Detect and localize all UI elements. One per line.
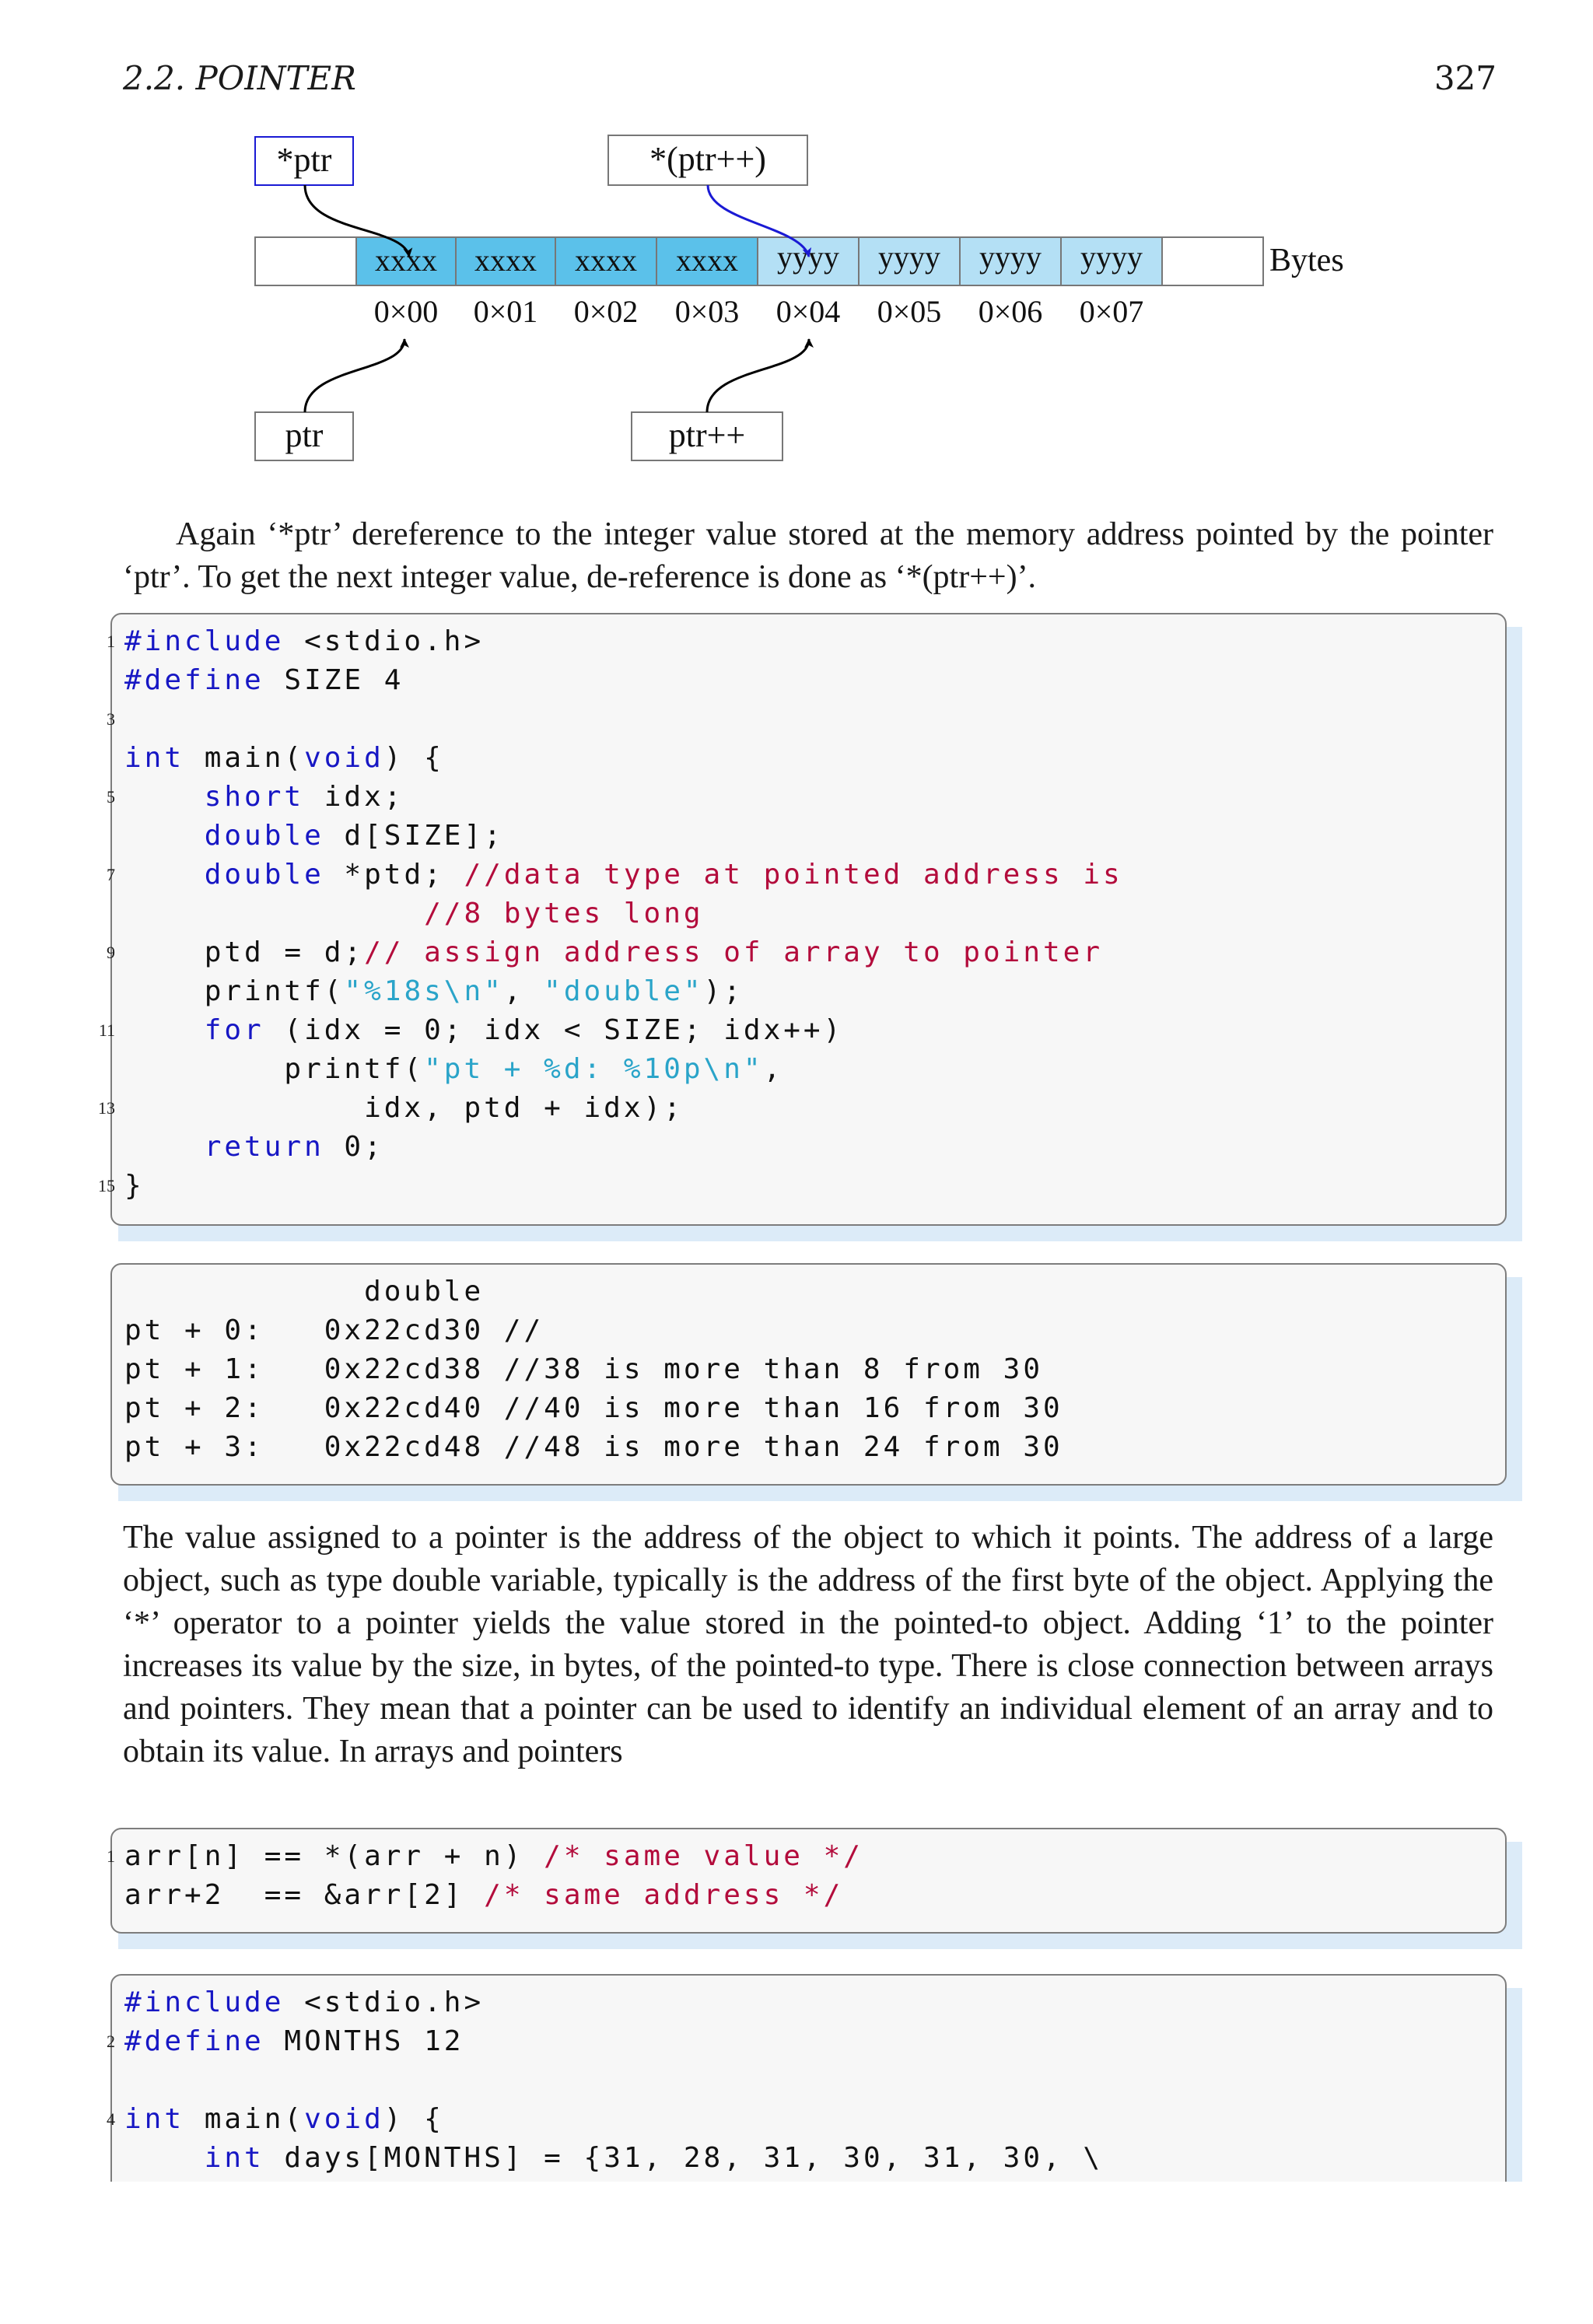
code-lines (98, 622, 1507, 1206)
code-keyword: return (204, 1131, 324, 1163)
code-line (124, 1128, 1507, 1167)
code-text: SIZE 4 (264, 664, 404, 696)
paragraph-1: Again ‘*ptr’ dereference to the integer value stored at the memory address pointed by the pointer ‘ptr’. To get the next integer value, de-reference is done as ‘*(ptr++)’. (123, 516, 1493, 595)
arrow-pointer-2 (707, 339, 809, 412)
line-number: 2 (107, 2032, 115, 2051)
line-number: 13 (98, 1098, 115, 1118)
code-text: idx; (304, 781, 404, 813)
line-number: 1 (107, 632, 115, 651)
byte-cell-empty-left (255, 237, 356, 285)
code-line (107, 856, 1507, 894)
page-number: 327 (1434, 59, 1497, 97)
code-text: d[SIZE]; (324, 820, 504, 852)
code-text: ); (703, 975, 744, 1007)
code-text: MONTHS 12 (264, 2025, 464, 2057)
code-line (124, 1050, 1507, 1089)
cell-text-7: yyyy (1080, 240, 1143, 275)
code-line (124, 661, 1507, 700)
code-text: arr[n] == *(arr + n) (124, 1840, 544, 1872)
code-line (98, 1167, 1507, 1206)
code-keyword: void (304, 2103, 384, 2135)
pointer-label-2: ptr++ (668, 416, 746, 454)
code-text: main( (184, 2103, 305, 2135)
code-text: arr+2 == &arr[2] (124, 1879, 485, 1911)
line-number: 1 (107, 1846, 115, 1866)
code-text: ptd = d; (124, 936, 365, 968)
cell-text-0: xxxx (375, 243, 437, 278)
code-comment: /* same value */ (544, 1840, 863, 1872)
code-lines (107, 1983, 1507, 2178)
code-text: , (763, 1053, 784, 1085)
code-line (124, 2139, 1507, 2178)
code-keyword: int (124, 2103, 185, 2135)
code-listing-1 (98, 613, 1507, 1226)
code-text (124, 898, 424, 929)
output-line: pt + 1: 0x22cd38 //38 is more than 8 from 30 (124, 1353, 1043, 1385)
code-text (124, 859, 205, 891)
code-text: idx, ptd + idx); (124, 1092, 684, 1124)
code-text (124, 1014, 205, 1046)
code-keyword: short (204, 781, 305, 813)
line-number: 5 (107, 787, 115, 807)
line-number: 15 (98, 1176, 115, 1195)
code-line (107, 1837, 1507, 1876)
code-keyword: int (124, 742, 185, 774)
code-string: "double" (544, 975, 704, 1007)
code-line (124, 817, 1507, 856)
code-line (124, 972, 1507, 1011)
cell-text-3: xxxx (676, 243, 738, 278)
address-2: 0×02 (573, 294, 639, 329)
code-string: "pt + %d: %10p\n" (424, 1053, 764, 1085)
line-number: 3 (107, 709, 115, 729)
code-text: ) { (383, 742, 444, 774)
code-keyword: for (204, 1014, 264, 1046)
code-keyword: #define (124, 664, 264, 696)
output-line: pt + 3: 0x22cd48 //48 is more than 24 from 30 (124, 1431, 1063, 1463)
output-line: pt + 0: 0x22cd30 // (124, 1314, 544, 1346)
code-string: "%18s\n" (344, 975, 504, 1007)
cell-text-6: yyyy (979, 240, 1042, 275)
program-output (110, 1263, 1507, 1486)
line-number: 4 (107, 2109, 115, 2129)
pointer-label-1: ptr (285, 416, 324, 454)
code-listing-3 (107, 1974, 1507, 2182)
address-6: 0×06 (978, 294, 1043, 329)
code-line (124, 1876, 1507, 1915)
code-keyword: #include (124, 625, 285, 657)
code-line (124, 2061, 1507, 2100)
code-line (124, 739, 1507, 778)
listing-3-clip (0, 1968, 1593, 2182)
output-line: pt + 2: 0x22cd40 //40 is more than 16 from 30 (124, 1392, 1063, 1424)
code-keyword: void (304, 742, 384, 774)
output-line: double (124, 1276, 485, 1307)
cell-text-4: yyyy (777, 240, 839, 275)
code-text (124, 781, 205, 813)
deref-label-1: *ptr (276, 141, 332, 179)
code-text (124, 2142, 205, 2174)
code-keyword: int (204, 2142, 264, 2174)
code-text: days[MONTHS] = {31, 28, 31, 30, 31, 30, \ (264, 2142, 1104, 2174)
code-text: main( (184, 742, 305, 774)
address-1: 0×01 (473, 294, 538, 329)
code-comment: //8 bytes long (424, 898, 704, 929)
code-line (98, 1089, 1507, 1128)
code-line (107, 622, 1507, 661)
code-line (98, 1011, 1507, 1050)
code-text: } (124, 1170, 145, 1202)
arrow-pointer-1 (305, 339, 404, 412)
line-number: 7 (107, 865, 115, 884)
address-5: 0×05 (877, 294, 942, 329)
code-line (107, 778, 1507, 817)
deref-label-2: *(ptr++) (649, 140, 766, 178)
code-text (124, 820, 205, 852)
code-lines (107, 1837, 1507, 1915)
code-line (124, 1983, 1507, 2022)
line-number: 9 (107, 943, 115, 962)
address-7: 0×07 (1079, 294, 1144, 329)
address-0: 0×00 (373, 294, 439, 329)
address-4: 0×04 (775, 294, 841, 329)
code-comment: //data type at pointed address is (464, 859, 1123, 891)
code-line (107, 933, 1507, 972)
code-text: *ptd; (324, 859, 464, 891)
cell-text-1: xxxx (474, 243, 537, 278)
code-keyword: double (204, 859, 324, 891)
paragraph-2: The value assigned to a pointer is the address of the object to which it points. The address of a large object, such as type double variable, typically is the address of the first byte of the object. Applying the ‘*’ operator to a pointer yields the value stored in the pointed-to object. Adding ‘1’ to the pointer increases its value by the size, in bytes, of the pointed-to type. There is close connection between arrays and pointers. They mean that a pointer can be used to identify an individual element of an array and to obtain its value. In arrays and pointers (123, 1520, 1493, 1769)
output-lines (124, 1272, 1507, 1467)
code-line (107, 700, 1507, 739)
code-text: (idx = 0; idx < SIZE; idx++) (264, 1014, 844, 1046)
code-text: <stdio.h> (284, 625, 485, 657)
code-line (124, 894, 1507, 933)
code-keyword: double (204, 820, 324, 852)
address-3: 0×03 (674, 294, 740, 329)
code-comment: // assign address of array to pointer (364, 936, 1104, 968)
byte-cell-empty-right (1162, 237, 1263, 285)
code-comment: /* same address */ (484, 1879, 844, 1911)
bytes-label: Bytes (1269, 243, 1344, 278)
memory-diagram (0, 0, 1593, 482)
code-text (124, 1131, 205, 1163)
running-head: 2.2. POINTER (123, 59, 356, 97)
code-listing-2 (107, 1828, 1507, 1934)
code-text: 0; (324, 1131, 384, 1163)
code-text: , (503, 975, 544, 1007)
code-text: printf( (124, 975, 345, 1007)
code-text: <stdio.h> (284, 1986, 485, 2018)
code-keyword: #define (124, 2025, 264, 2057)
code-text: printf( (124, 1053, 425, 1085)
code-keyword: #include (124, 1986, 285, 2018)
code-line (107, 2022, 1507, 2061)
cell-text-2: xxxx (575, 243, 637, 278)
code-text: ) { (383, 2103, 444, 2135)
code-line (107, 2100, 1507, 2139)
cell-text-5: yyyy (878, 240, 940, 275)
line-number: 11 (98, 1020, 115, 1040)
